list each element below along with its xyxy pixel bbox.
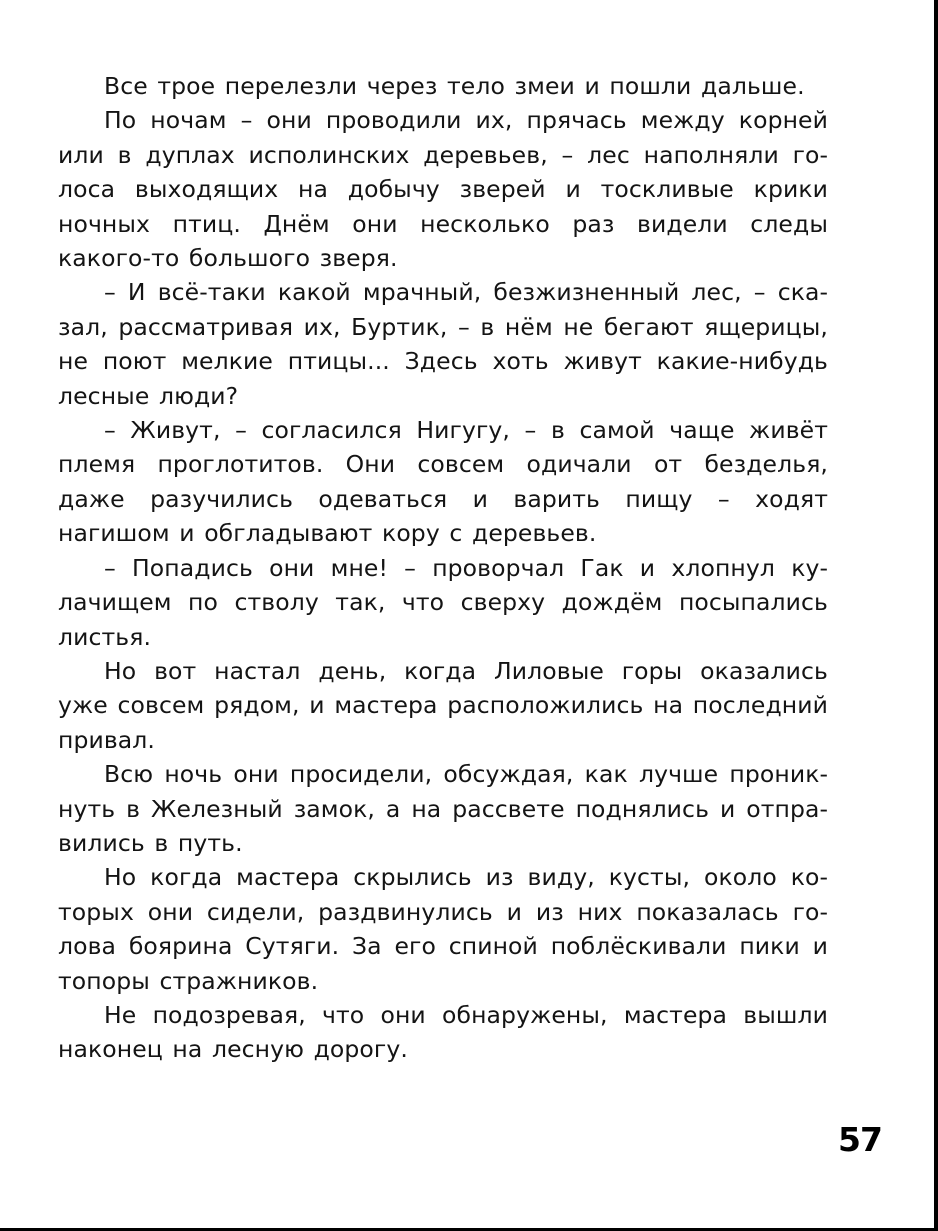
paragraph: Но вот настал день, когда Лиловые горы оказались уже совсем рядом, и мастера расположились на последний привал. bbox=[58, 656, 828, 754]
paragraph: Но когда мастера скрылись из виду, кусты, около которых они сидели, раздвинулись и из них показалась голова боярина Сутяги. За его спиной поблёскивали пики и топоры стражников. bbox=[58, 863, 828, 995]
paragraph: – И всё-таки какой мрачный, безжизненный лес, – сказал, рассматривая их, Буртик, – в нём не бегают ящерицы, не поют мелкие птицы... Здесь хоть живут какие-нибудь лесные люди? bbox=[58, 278, 828, 410]
page-edge-right bbox=[934, 0, 938, 1231]
body-text bbox=[58, 69, 828, 1067]
paragraph: – Попадись они мне! – проворчал Гак и хлопнул кулачищем по стволу так, что сверху дождём посыпались листья. bbox=[58, 553, 828, 651]
paragraph: Не подозревая, что они обнаружены, мастера вышли наконец на лесную дорогу. bbox=[58, 1000, 828, 1064]
paragraph: Все трое перелезли через тело змеи и пошли дальше. bbox=[104, 72, 805, 100]
paragraph: По ночам – они проводили их, прячась между корней или в дуплах исполинских деревьев, – лес наполняли голоса выходящих на добычу зверей и тоскливые крики ночных птиц. Днём они несколько раз видели следы какого-то большого зверя. bbox=[58, 106, 828, 273]
page-number: 57 bbox=[838, 1120, 882, 1159]
paragraph: – Живут, – согласился Нигугу, – в самой чаще живёт племя проглотитов. Они совсем одичали от безделья, даже разучились одеваться и варить пищу – ходят нагишом и обгладывают кору с деревьев. bbox=[58, 416, 828, 548]
paragraph: Всю ночь они просидели, обсуждая, как лучше проникнуть в Железный замок, а на рассвете поднялись и отправились в путь. bbox=[58, 760, 828, 857]
